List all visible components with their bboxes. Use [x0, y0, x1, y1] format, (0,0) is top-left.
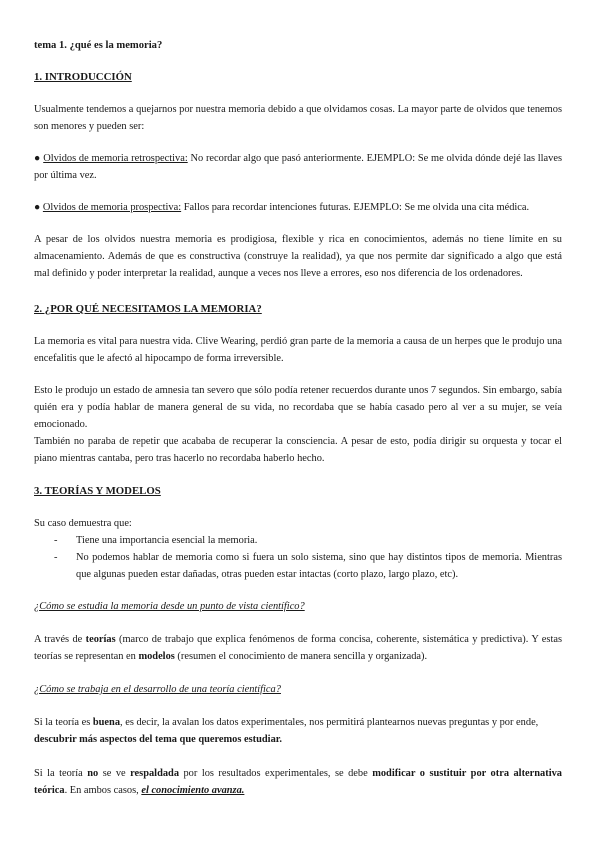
section-3-heading: 3. TEORÍAS Y MODELOS: [34, 485, 161, 497]
term-theories: teorías: [85, 634, 116, 645]
text: (marco de trabajo que explica fenómenos de forma concisa, coherente, sistemática y predictiva). Y estas teorías se representan en: [34, 634, 563, 662]
consciousness-paragraph: También no paraba de repetir que acababa de recuperar la consciencia. A pesar de esto, podía dirigir su orquesta y tocar el piano mientras cantaba, pero tras hacerlo no recordaba haberlo hecho.: [34, 436, 562, 464]
term-good: buena: [92, 717, 121, 728]
case-list: [34, 532, 562, 583]
bullet-text: No recordar algo que pasó anteriormente. EJEMPLO: Se me olvida dónde dejé las llaves por última vez.: [34, 153, 562, 181]
clive-paragraph: La memoria es vital para nuestra vida. Clive Wearing, perdió gran parte de la memoria a causa de un herpes que le produjo una encefalitis que le afectó al hipocampo de forma irreversible.: [34, 336, 562, 364]
question-theory: ¿Cómo se trabaja en el desarrollo de una teoría científica?: [34, 684, 281, 695]
bullet-prospective: [34, 199, 562, 216]
term-models: modelos: [138, 651, 175, 662]
bullet-icon: ●: [34, 153, 41, 164]
intro-paragraph: Usualmente tendemos a quejarnos por nuestra memoria debido a que olvidamos cosas. La mayor parte de olvidos que tenemos son menores y pueden ser:: [34, 104, 562, 132]
text: Si la teoría: [34, 768, 88, 779]
list-item: - No podemos hablar de memoria como si fuera un solo sistema, sino que hay distintos tipos de memoria. Mientras que algunas pueden estar dañadas, otras pueden estar intactas (corto plazo, largo plazo, etc).: [34, 549, 562, 583]
text: se ve: [98, 768, 131, 779]
bullet-icon: ●: [34, 202, 41, 213]
section-1-heading: 1. INTRODUCCIÓN: [34, 71, 132, 83]
text: (resumen el conocimiento de manera sencilla y organizada).: [174, 651, 428, 662]
term-supported: respaldada: [130, 768, 180, 779]
term-no: no: [87, 768, 99, 779]
text: . En ambos casos,: [64, 785, 142, 796]
term-modify: modificar o sustituir por otra alternativa teórica: [34, 768, 562, 796]
bullet-text: Fallos para recordar intenciones futuras. EJEMPLO: Se me olvida una cita médica.: [181, 202, 530, 213]
case-intro: Su caso demuestra que:: [34, 518, 132, 529]
text-discover: descubrir más aspectos del tema que queremos estudiar.: [34, 734, 283, 745]
term-knowledge-advances: el conocimiento avanza.: [141, 785, 245, 796]
memory-paragraph: A pesar de los olvidos nuestra memoria es prodigiosa, flexible y rica en conocimientos, además no tiene límite en su almacenamiento. Además de que es constructiva (construye la realidad), ya que nos permite dar significado a algo que está mal definido y poder interpretar la realidad, aunque a veces nos lleve a errores, eso nos diferencia de los ordenadores.: [34, 234, 562, 279]
unsupported-theory-paragraph: [34, 765, 562, 799]
list-item: - Tiene una importancia esencial la memoria.: [34, 532, 562, 549]
theories-paragraph: [34, 631, 562, 665]
question-study: ¿Cómo se estudia la memoria desde un punto de vista científico?: [34, 601, 305, 612]
amnesia-paragraph: Esto le produjo un estado de amnesia tan severo que sólo podía retener recuerdos durante unos 7 segundos. Sin embargo, sabía quién era y podía hablar de manera general de su vida, no recordaba que se había casado pero al ver a su mujer, se veía emocionado.: [34, 385, 562, 430]
text: , es decir, la avalan los datos experimentales, nos permitirá plantearnos nuevas preguntas y por ende,: [120, 717, 539, 728]
text: A través de: [34, 634, 86, 645]
good-theory-paragraph: [34, 714, 562, 748]
section-2-heading: 2. ¿POR QUÉ NECESITAMOS LA MEMORIA?: [34, 303, 262, 315]
text: Si la teoría es: [34, 717, 93, 728]
bullet-retrospective: [34, 150, 562, 184]
document-title: tema 1. ¿qué es la memoria?: [34, 40, 163, 51]
text: por los resultados experimentales, se debe: [179, 768, 373, 779]
bullet-term: Olvidos de memoria prospectiva:: [42, 202, 182, 213]
bullet-term: Olvidos de memoria retrospectiva:: [43, 153, 188, 164]
